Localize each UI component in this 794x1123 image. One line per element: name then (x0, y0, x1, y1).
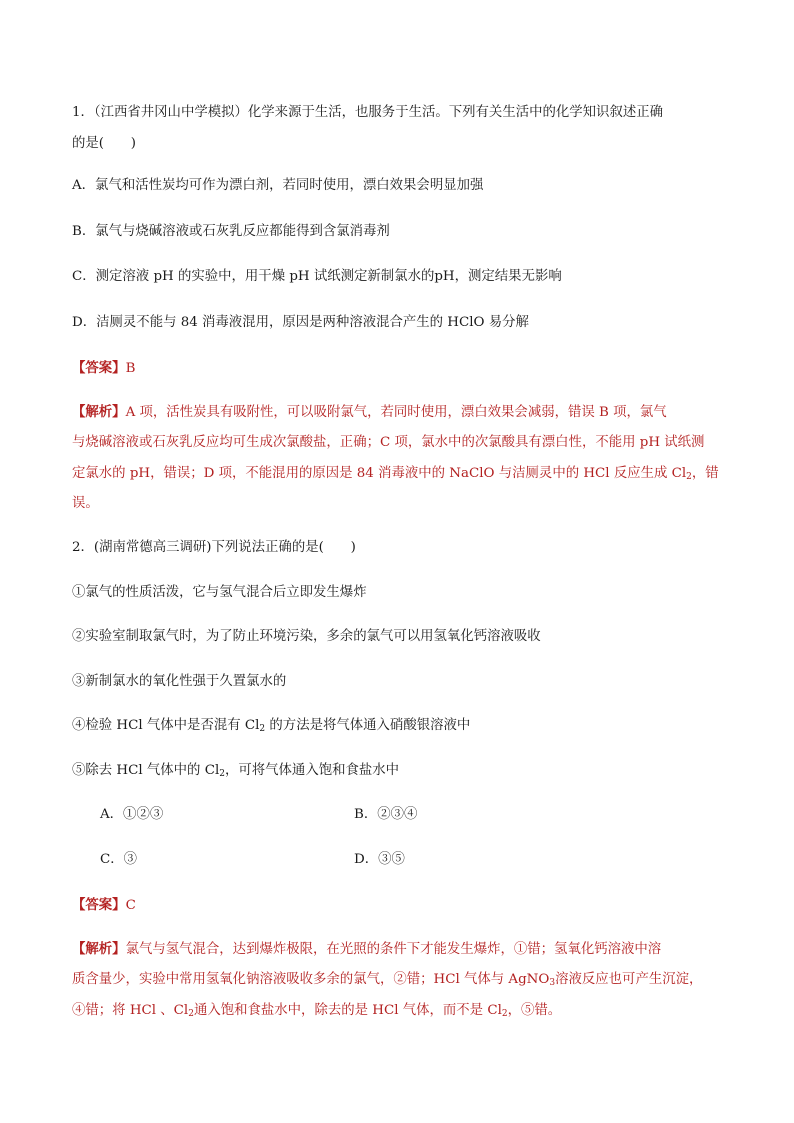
q1-option-c: C．测定溶液 pH 的实验中，用干燥 pH 试纸测定新制氯水的pH，测定结果无影响 (72, 269, 562, 284)
q2-answer-label: 【答案】 (72, 897, 126, 913)
q1-answer-label: 【答案】 (72, 360, 126, 376)
q1-analysis-label: 【解析】 (72, 404, 126, 420)
q2-analysis-line1-circle: ① (513, 942, 528, 957)
q2-analysis-line3-d: 错。 (534, 1003, 562, 1018)
q2-analysis-line3-a: 错；将 HCl 、Cl (85, 1003, 189, 1018)
q2-analysis-line3-c: ， (507, 1003, 521, 1018)
q1-answer-value: B (125, 361, 136, 376)
q2-analysis-line3-b: 通入饱和食盐水中，除去的是 HCl 气体，而不是 Cl (193, 1003, 502, 1018)
q1-analysis-text1: A 项，活性炭具有吸附性，可以吸附氯气，若同时使用，漂白效果会减弱，错误 B 项，氯气 (125, 405, 667, 420)
q2-option-a: A．①②③ (100, 807, 164, 822)
q2-option-b: B．②③④ (354, 807, 418, 822)
q2-analysis-line3 (72, 1001, 732, 1021)
q2-item-3: ③新制氯水的氧化性强于久置氯水的 (72, 674, 287, 689)
q1-analysis-line4: 误。 (72, 496, 99, 511)
q2-analysis-line2 (72, 970, 732, 990)
q2-analysis-line2-circle: ② (393, 972, 407, 987)
q1-analysis-line2: 与烧碱溶液或石灰乳反应均可生成次氯酸盐，正确；C 项，氯水中的次氯酸具有漂白性，不能用 pH 试纸测 (72, 435, 705, 450)
q2-item-5-pre: ⑤除去 HCl 气体中的 Cl (72, 763, 220, 778)
q1-answer (72, 358, 732, 379)
q2-analysis-line3-sub1: 2 (188, 1009, 194, 1019)
q2-analysis-line2-b: 错；HCl 气体与 AgNO (406, 972, 550, 987)
q2-analysis-line2-a: 质含量少，实验中常用氢氧化钠溶液吸收多余的氯气， (72, 972, 394, 987)
q2-option-d: D．③⑤ (354, 852, 405, 867)
q1-stem-line2: 的是( ) (72, 136, 137, 151)
q2-item-2: ②实验室制取氯气时，为了防止环境污染，多余的氯气可以用氢氧化钙溶液吸收 (72, 629, 541, 644)
q2-analysis-line3-sub2: 2 (501, 1009, 508, 1019)
q2-item-4-sub: 2 (259, 724, 266, 734)
q2-analysis-line3-circle2: ⑤ (521, 1003, 535, 1018)
q2-analysis-line3-circle1: ④ (72, 1003, 86, 1018)
q2-answer (72, 895, 732, 916)
q1-analysis-line3 (72, 464, 732, 484)
q2-item-4-pre: ④检验 HCl 气体中是否混有 Cl (72, 718, 260, 733)
q1-option-b: B．氯气与烧碱溶液或石灰乳反应都能得到含氯消毒剂 (72, 224, 390, 239)
q1-option-d: D．洁厕灵不能与 84 消毒液混用，原因是两种溶液混合产生的 HClO 易分解 (72, 315, 529, 330)
q2-analysis-line1 (72, 939, 732, 960)
q1-option-a: A．氯气和活性炭均可作为漂白剂，若同时使用，漂白效果会明显加强 (72, 178, 484, 193)
q2-item-1: ①氯气的性质活泼，它与氢气混合后立即发生爆炸 (72, 585, 367, 600)
q2-item-5 (72, 761, 732, 781)
q2-option-c: C．③ (100, 852, 138, 867)
q1-analysis-line3-sub: 2 (686, 472, 692, 482)
q1-analysis-line3-post: ，错 (691, 466, 719, 481)
q2-analysis-label: 【解析】 (72, 941, 126, 957)
q2-item-5-post: ，可将气体通入饱和食盐水中 (224, 763, 400, 778)
q2-analysis-line1-b: 错；氢氧化钙溶液中溶 (527, 942, 662, 957)
q1-analysis-line1 (72, 402, 732, 423)
q2-item-4-post: 的方法是将气体通入硝酸银溶液中 (265, 718, 471, 733)
q2-item-4 (72, 716, 732, 736)
q2-analysis-line1-a: 氯气与氢气混合，达到爆炸极限，在光照的条件下才能发生爆炸， (125, 942, 514, 957)
q1-stem-line1: 1．（江西省井冈山中学模拟）化学来源于生活，也服务于生活。下列有关生活中的化学知识叙述正确 (72, 105, 664, 120)
q2-analysis-line2-c: 溶液反应也可产生沉淀， (555, 972, 703, 987)
q1-analysis-line3-pre: 定氯水的 pH，错误；D 项，不能混用的原因是 84 消毒液中的 NaClO 与洁厕灵中的 HCl 反应生成 Cl (72, 466, 687, 481)
q2-analysis-line2-sub: 3 (549, 978, 556, 988)
q2-answer-value: C (125, 898, 136, 913)
q2-item-5-sub: 2 (219, 769, 225, 779)
q2-stem: 2．(湖南常德高三调研)下列说法正确的是( ) (72, 540, 356, 555)
